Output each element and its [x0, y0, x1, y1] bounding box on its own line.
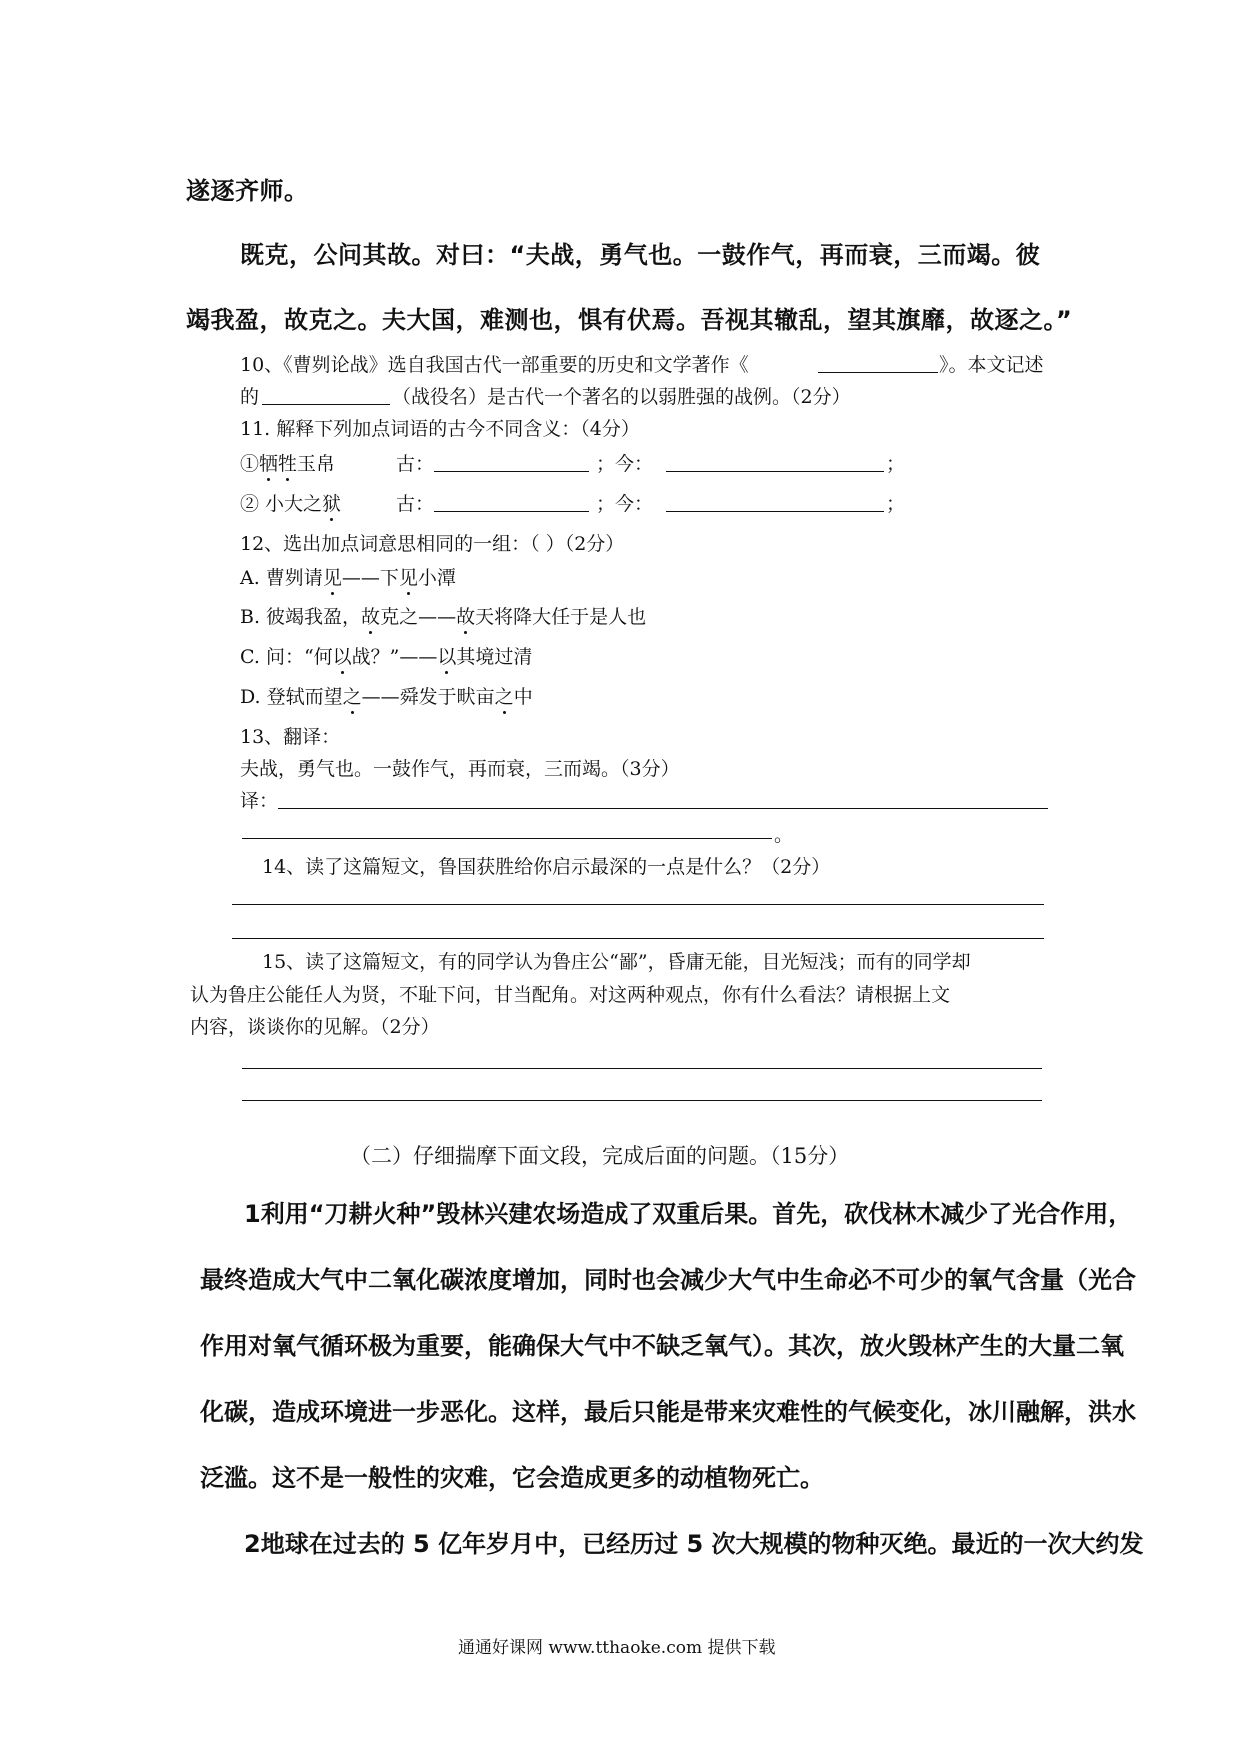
section2-p1-line-3: 作用对氧气循环极为重要，能确保大气中不缺乏氧气）。其次，放火毁林产生的大量二氧: [200, 1332, 1124, 1360]
q12-option-a: [240, 563, 456, 590]
dotted-word: 以: [437, 646, 457, 668]
dotted-word: 之: [494, 686, 514, 708]
passage-line-1: 遂逐齐师。: [186, 177, 309, 205]
section2-title: （二）仔细揣摩下面文段，完成后面的问题。（15分）: [350, 1144, 850, 1168]
dotted-word: 故: [456, 606, 476, 628]
option-text: 克之——: [380, 606, 457, 628]
option-text: 小潭: [417, 567, 456, 589]
q10-text-1: 10、《曹刿论战》选自我国古代一部重要的历史和文学著作《: [240, 354, 749, 376]
dotted-word: 见: [322, 567, 342, 589]
q11-gu-label: 古：: [396, 453, 435, 475]
q15-line-1: 15、读了这篇短文，有的同学认为鲁庄公“鄙”，昏庸无能，目光短浅；而有的同学却: [262, 951, 971, 973]
option-text: D. 登轼而望: [240, 686, 343, 708]
q12-title: 12、选出加点词意思相同的一组：（ ）（2分）: [240, 533, 625, 555]
q11-item-1: [240, 449, 335, 476]
q11-gu-blank-2: [434, 511, 589, 512]
q13-title: 13、翻译：: [240, 726, 341, 748]
option-text: 战？”——: [351, 646, 438, 668]
dotted-word: 以: [332, 646, 352, 668]
section2-p2-line-1: 2地球在过去的 5 亿年岁月中，已经历过 5 次大规模的物种灭绝。最近的一次大约发: [244, 1530, 1144, 1558]
q15-answer-line-1: [242, 1068, 1042, 1069]
q11-item-2: [240, 489, 341, 516]
q11-dotted-word: 牺: [259, 453, 279, 475]
q10-text-2: 》。本文记述: [939, 354, 1044, 376]
q13-yi-label: 译：: [240, 790, 279, 812]
section2-p1-line-2: 最终造成大气中二氧化碳浓度增加，同时也会减少大气中生命必不可少的氧气含量（光合: [200, 1266, 1136, 1294]
option-text: ——下: [341, 567, 399, 589]
q13-period: 。: [774, 824, 794, 846]
option-text: C. 问：“何: [240, 646, 333, 668]
q10-text-4: （战役名）是古代一个著名的以弱胜强的战例。（2分）: [392, 386, 851, 408]
q11-item-2-text: ② 小大之: [240, 493, 323, 515]
section2-p1-line-4: 化碳，造成环境进一步恶化。这样，最后只能是带来灾难性的气候变化，冰川融解，洪水: [200, 1398, 1136, 1426]
q12-option-d: [240, 682, 533, 709]
option-text: B. 彼竭我盈，: [240, 606, 362, 628]
q10-text-3: 的: [240, 386, 260, 408]
q11-item-1-rest: 玉帛: [297, 453, 336, 475]
q13-answer-line-2: [242, 838, 772, 839]
q10-blank-1: [818, 372, 938, 373]
q13-sentence: 夫战，勇气也。一鼓作气，再而衰，三而竭。（3分）: [240, 758, 680, 780]
q11-title: 11. 解释下列加点词语的古今不同含义：（4分）: [240, 418, 640, 440]
q14-answer-line-2: [232, 938, 1044, 939]
option-text: 其境过清: [456, 646, 533, 668]
q15-answer-line-2: [242, 1100, 1042, 1101]
passage-line-2: 既克，公问其故。对曰：“夫战，勇气也。一鼓作气，再而衰，三而竭。彼: [240, 241, 1041, 269]
q11-jin-blank-1: [666, 471, 884, 472]
q13-answer-line-1: [278, 808, 1048, 809]
q11-semi-1: ；: [886, 453, 906, 475]
dotted-word: 见: [398, 567, 418, 589]
q11-item-1-num: ①: [240, 453, 260, 475]
dotted-word: 故: [361, 606, 381, 628]
option-text: 中: [513, 686, 533, 708]
q10-blank-2: [262, 404, 390, 405]
q15-line-3: 内容，谈谈你的见解。（2分）: [190, 1016, 440, 1038]
q11-jin-label: ；今：: [596, 493, 654, 515]
dotted-word: 之: [342, 686, 362, 708]
q11-gu-blank-1: [434, 471, 589, 472]
page-footer: 通通好课网 www.tthaoke.com 提供下载: [458, 1638, 776, 1658]
q11-gu-label: 古：: [396, 493, 435, 515]
q11-semi-2: ；: [886, 493, 906, 515]
option-text: ——舜发于畎亩: [361, 686, 495, 708]
q11-jin-label: ；今：: [596, 453, 654, 475]
q14-answer-line-1: [232, 904, 1044, 905]
q12-option-b: [240, 602, 646, 629]
section2-p1-line-1: 1利用“刀耕火种”毁林兴建农场造成了双重后果。首先，砍伐林木减少了光合作用，: [244, 1200, 1133, 1228]
q12-option-c: [240, 642, 532, 669]
option-text: 天将降大任于是人也: [475, 606, 647, 628]
q14-title: 14、读了这篇短文，鲁国获胜给你启示最深的一点是什么？（2分）: [262, 856, 831, 878]
q11-dotted-word: 狱: [322, 493, 342, 515]
section2-p1-line-5: 泛滥。这不是一般性的灾难，它会造成更多的动植物死亡。: [200, 1464, 824, 1492]
q11-jin-blank-2: [666, 511, 884, 512]
q15-line-2: 认为鲁庄公能任人为贤，不耻下问，甘当配角。对这两种观点，你有什么看法？请根据上文: [190, 984, 951, 1006]
option-text: A. 曹刿请: [240, 567, 323, 589]
q11-dotted-word: 牲: [278, 453, 298, 475]
passage-line-3: 竭我盈，故克之。夫大国，难测也，惧有伏焉。吾视其辙乱，望其旗靡，故逐之。”: [186, 306, 1073, 334]
